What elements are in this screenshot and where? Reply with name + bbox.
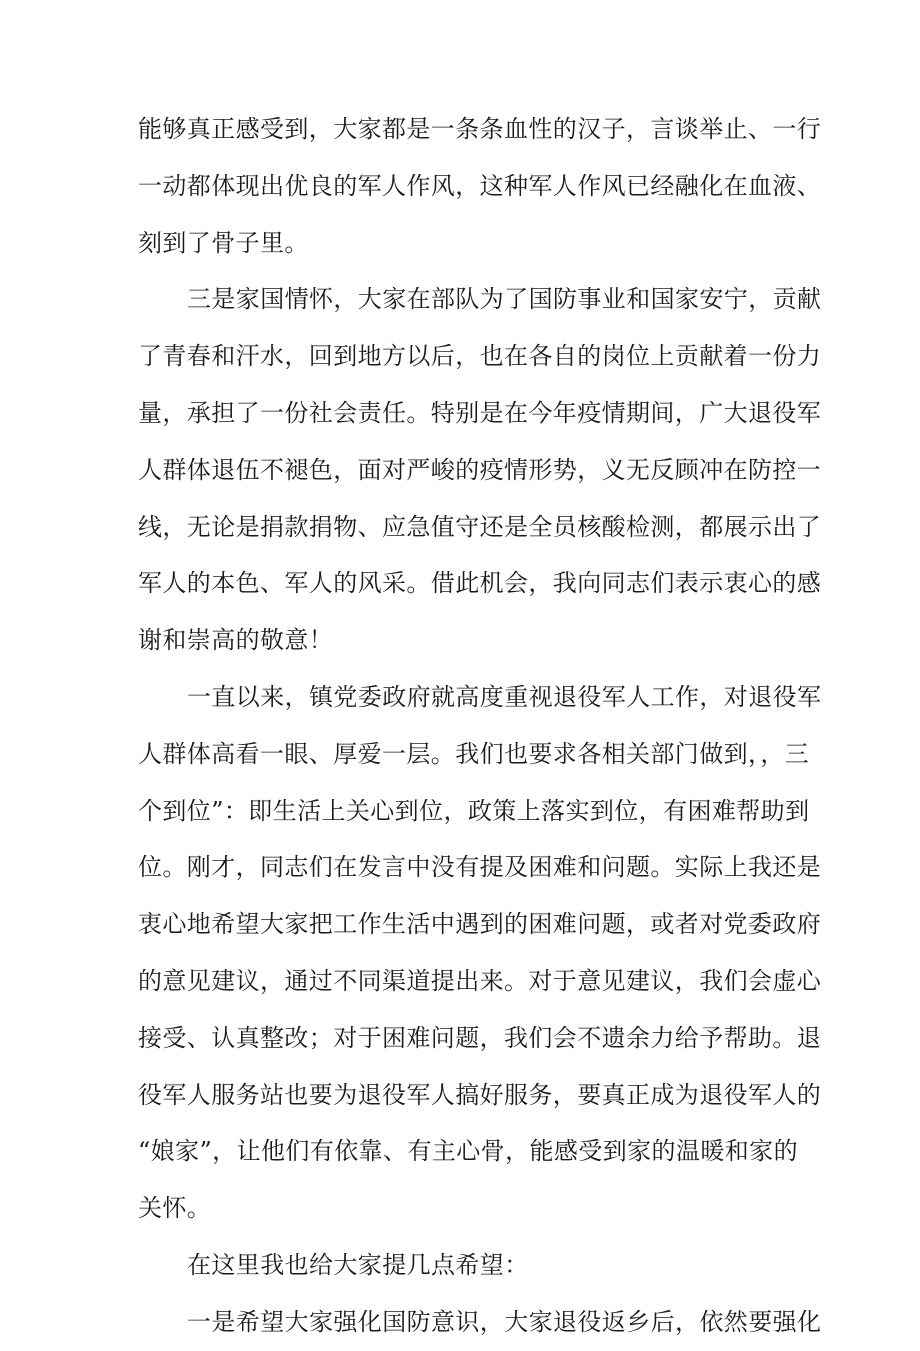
text-line-22: 一是希望大家强化国防意识，大家退役返乡后，依然要强化 [187, 1307, 822, 1336]
text-line-18: 役军人服务站也要为退役军人搞好服务，要真正成为退役军人的 [138, 1080, 822, 1109]
text-line-15: 衷心地希望大家把工作生活中遇到的困难问题，或者对党委政府 [138, 910, 822, 939]
text-line-7: 人群体退伍不褪色，面对严峻的疫情形势，义无反顾冲在防控一 [138, 455, 822, 484]
text-line-10: 谢和崇高的敬意！ [138, 626, 334, 655]
text-line-1: 能够真正感受到，大家都是一条条血性的汉子，言谈举止、一行 [138, 115, 822, 143]
text-line-3: 刻到了骨子里。 [138, 228, 309, 257]
text-line-2: 一动都体现出优良的军人作风，这种军人作风已经融化在血液、 [138, 171, 822, 200]
text-line-9: 军人的本色、军人的风采。借此机会，我向同志们表示衷心的感 [138, 569, 822, 598]
text-line-20: 关怀。 [138, 1194, 212, 1223]
text-line-21: 在这里我也给大家提几点希望： [187, 1250, 529, 1279]
text-line-6: 量，承担了一份社会责任。特别是在今年疫情期间，广大退役军 [138, 398, 822, 427]
body-text [138, 101, 822, 1351]
text-line-4: 三是家国情怀，大家在部队为了国防事业和国家安宁，贡献 [187, 285, 822, 314]
text-line-13: 个到位”：即生活上关心到位，政策上落实到位，有困难帮助到 [138, 796, 810, 825]
text-line-16: 的意见建议，通过不同渠道提出来。对于意见建议，我们会虚心 [138, 966, 822, 995]
text-line-11: 一直以来，镇党委政府就高度重视退役军人工作，对退役军 [187, 682, 822, 711]
text-line-17: 接受、认真整改；对于困难问题，我们会不遗余力给予帮助。退 [138, 1023, 822, 1052]
text-line-5: 了青春和汗水，回到地方以后，也在各自的岗位上贡献着一份力 [138, 342, 822, 371]
text-line-19: “娘家”，让他们有依靠、有主心骨，能感受到家的温暖和家的 [138, 1137, 798, 1166]
text-line-14: 位。刚才，同志们在发言中没有提及困难和问题。实际上我还是 [138, 853, 822, 882]
text-line-8: 线，无论是捐款捐物、应急值守还是全员核酸检测，都展示出了 [138, 512, 822, 541]
text-line-12: 人群体高看一眼、厚爱一层。我们也要求各相关部门做到，，三 [138, 739, 810, 768]
